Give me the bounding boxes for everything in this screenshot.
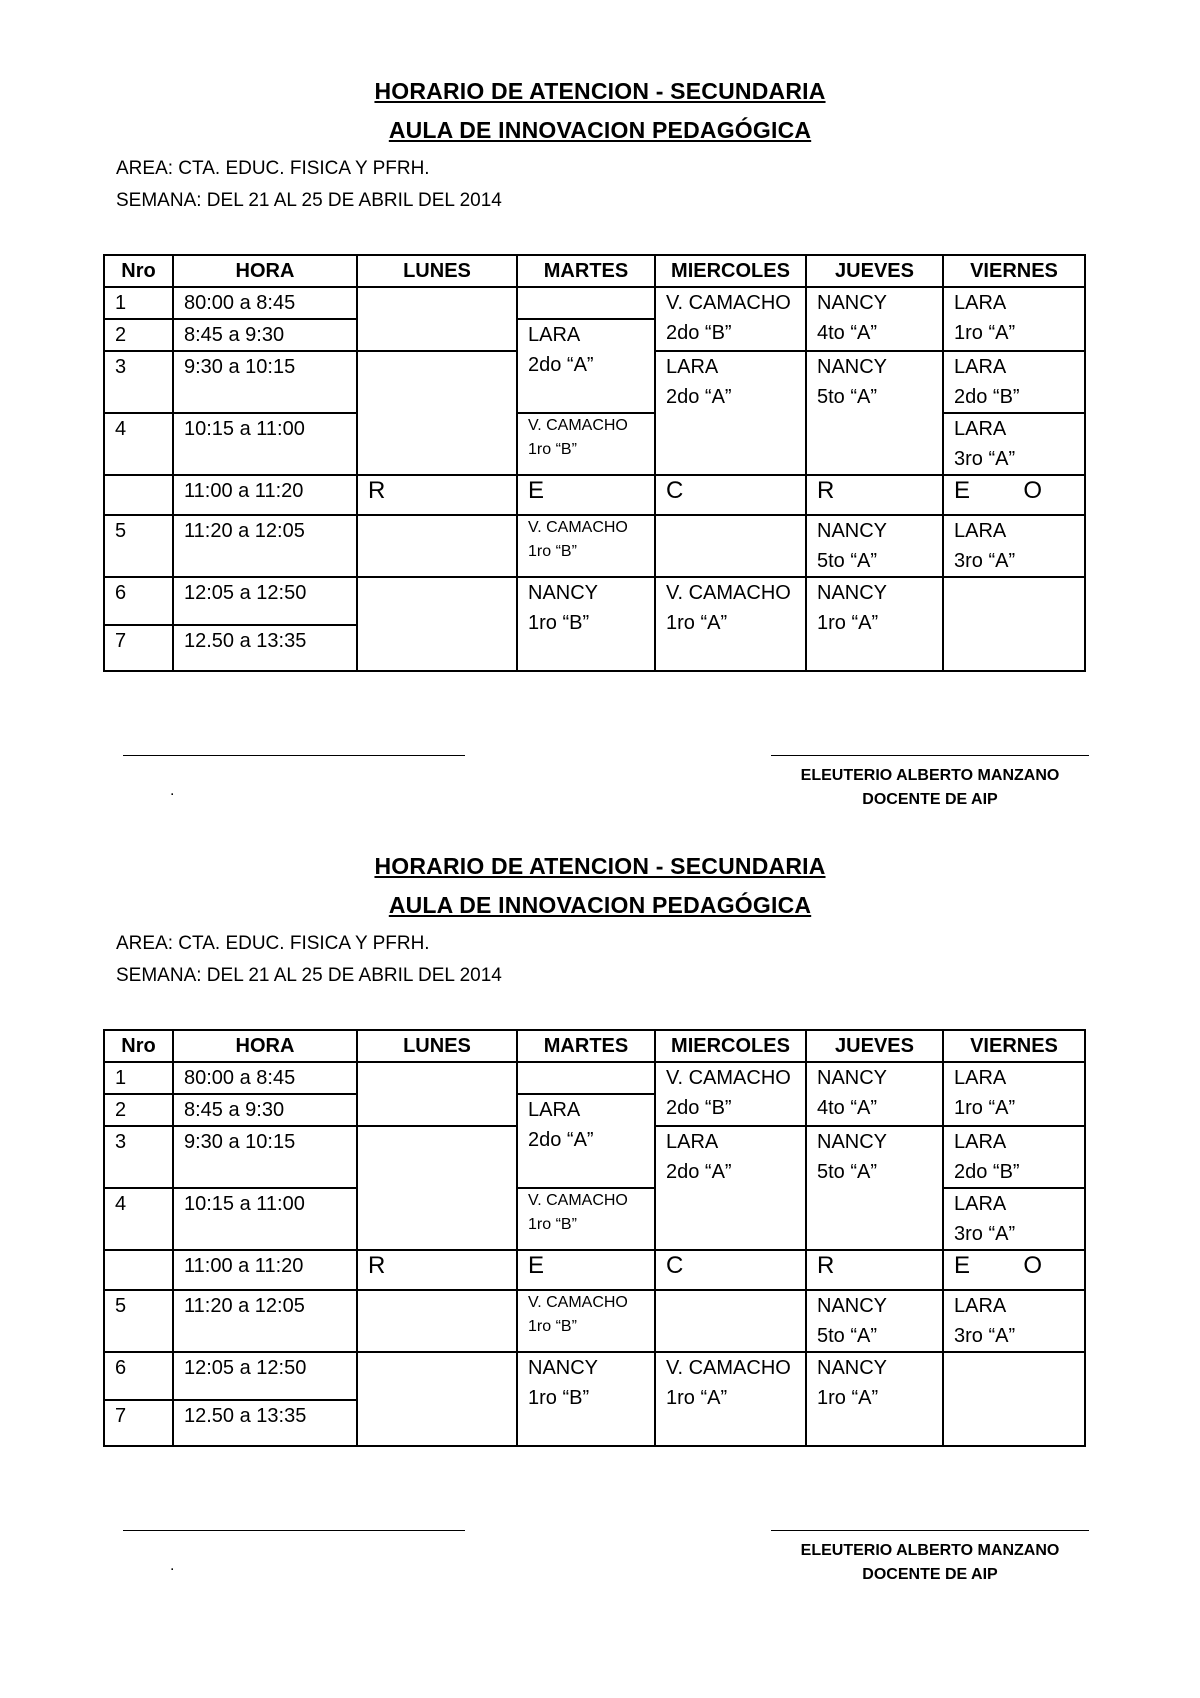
table-header-row [104, 1030, 1085, 1062]
cell-viernes [943, 1062, 1085, 1126]
cell-jueves [806, 1352, 943, 1446]
teacher-name: V. CAMACHO [666, 292, 791, 314]
cell-viernes [943, 413, 1085, 475]
teacher-name: V. CAMACHO [666, 582, 791, 604]
header-hora: HORA [173, 255, 357, 287]
cell-hora: 8:45 a 9:30 [173, 319, 357, 351]
teacher-name: NANCY [817, 1295, 888, 1317]
cell-viernes [943, 351, 1085, 413]
signature-role: DOCENTE DE AIP [862, 1566, 998, 1583]
cell-viernes [943, 287, 1085, 351]
teacher-name: LARA [954, 356, 1007, 378]
teacher-name: NANCY [528, 1357, 599, 1379]
page-title: HORARIO DE ATENCION - SECUNDARIA [374, 78, 826, 104]
cell-hora: 12:05 a 12:50 [173, 577, 357, 625]
grade-label: 1ro “B” [528, 1216, 577, 1233]
table-row [104, 1290, 1085, 1352]
grade-label: 2do “B” [666, 322, 732, 344]
area-label: AREA: CTA. EDUC. FISICA Y PFRH. [116, 158, 430, 179]
cell-miercoles-empty [655, 515, 806, 577]
cell-viernes [943, 1290, 1085, 1352]
header-lunes: LUNES [357, 255, 517, 287]
signature-line-right [771, 1530, 1089, 1531]
teacher-name: NANCY [817, 1131, 888, 1153]
teacher-name: V. CAMACHO [666, 1067, 791, 1089]
teacher-name: V. CAMACHO [528, 1294, 628, 1311]
cell-viernes [943, 1126, 1085, 1188]
cell-nro: 4 [104, 413, 173, 475]
cell-martes [517, 413, 655, 475]
signature-name: ELEUTERIO ALBERTO MANZANO [800, 767, 1060, 784]
header-hora: HORA [173, 1030, 357, 1062]
grade-label: 5to “A” [817, 1161, 878, 1183]
cell-lunes-empty [357, 1062, 517, 1126]
teacher-name: V. CAMACHO [528, 519, 628, 536]
grade-label: 1ro “B” [528, 441, 577, 458]
cell-martes [517, 1188, 655, 1250]
cell-lunes-empty [357, 287, 517, 351]
teacher-name: NANCY [817, 292, 888, 314]
cell-martes [517, 1094, 655, 1188]
cell-nro [104, 475, 173, 515]
cell-martes [517, 1290, 655, 1352]
cell-nro: 1 [104, 1062, 173, 1094]
cell-jueves [806, 1126, 943, 1250]
cell-nro: 2 [104, 319, 173, 351]
header-jueves: JUEVES [806, 255, 943, 287]
header-lunes: LUNES [357, 1030, 517, 1062]
teacher-name: NANCY [817, 520, 888, 542]
grade-label: 1ro “A” [817, 612, 879, 634]
cell-martes [517, 319, 655, 413]
signature-line-left [123, 755, 465, 756]
cell-nro: 1 [104, 287, 173, 319]
grade-label: 2do “B” [666, 1097, 732, 1119]
cell-hora: 8:45 a 9:30 [173, 1094, 357, 1126]
cell-hora: 80:00 a 8:45 [173, 287, 357, 319]
grade-label: 1ro “A” [954, 322, 1016, 344]
header-martes: MARTES [517, 255, 655, 287]
cell-hora: 80:00 a 8:45 [173, 1062, 357, 1094]
cell-nro: 2 [104, 1094, 173, 1126]
grade-label: 3ro “A” [954, 448, 1016, 470]
teacher-name: NANCY [817, 1067, 888, 1089]
cell-miercoles [655, 351, 806, 475]
teacher-name: LARA [954, 292, 1007, 314]
cell-hora: 11:00 a 11:20 [173, 475, 357, 515]
grade-label: 2do “B” [954, 386, 1020, 408]
schedule-section [0, 0, 1200, 808]
signature-line-left [123, 1530, 465, 1531]
table-row [104, 1062, 1085, 1094]
header-miercoles: MIERCOLES [655, 1030, 806, 1062]
grade-label: 1ro “A” [666, 1387, 728, 1409]
cell-lunes-empty [357, 351, 517, 475]
cell-hora: 12.50 a 13:35 [173, 1400, 357, 1446]
grade-label: 1ro “B” [528, 1387, 590, 1409]
teacher-name: V. CAMACHO [528, 1192, 628, 1209]
teacher-name: LARA [954, 1193, 1007, 1215]
cell-nro: 3 [104, 1126, 173, 1188]
dot-mark: . [170, 782, 175, 799]
cell-lunes-empty [357, 515, 517, 577]
header-miercoles: MIERCOLES [655, 255, 806, 287]
grade-label: 1ro “A” [817, 1387, 879, 1409]
signature-role: DOCENTE DE AIP [862, 791, 998, 808]
grade-label: 4to “A” [817, 1097, 878, 1119]
cell-miercoles-empty [655, 1290, 806, 1352]
schedule-table [103, 254, 1086, 672]
cell-miercoles [655, 1352, 806, 1446]
grade-label: 2do “A” [528, 354, 594, 376]
teacher-name: NANCY [817, 356, 888, 378]
cell-miercoles [655, 1062, 806, 1126]
grade-label: 2do “B” [954, 1161, 1020, 1183]
cell-lunes-empty [357, 577, 517, 671]
table-header-row [104, 255, 1085, 287]
header-nro: Nro [104, 1030, 173, 1062]
cell-martes [517, 577, 655, 671]
header-viernes: VIERNES [943, 1030, 1085, 1062]
cell-viernes-empty [943, 1352, 1085, 1446]
cell-jueves [806, 577, 943, 671]
teacher-name: LARA [954, 520, 1007, 542]
recreo-letter: E O [943, 1250, 1085, 1290]
header-nro: Nro [104, 255, 173, 287]
cell-hora: 11:00 a 11:20 [173, 1250, 357, 1290]
teacher-name: LARA [666, 1131, 719, 1153]
teacher-name: LARA [954, 418, 1007, 440]
teacher-name: NANCY [817, 1357, 888, 1379]
cell-nro [104, 1250, 173, 1290]
cell-hora: 12:05 a 12:50 [173, 1352, 357, 1400]
header-martes: MARTES [517, 1030, 655, 1062]
cell-hora: 10:15 a 11:00 [173, 413, 357, 475]
grade-label: 5to “A” [817, 386, 878, 408]
cell-hora: 12.50 a 13:35 [173, 625, 357, 671]
recreo-letter: R [806, 1250, 943, 1290]
cell-martes [517, 1352, 655, 1446]
teacher-name: V. CAMACHO [666, 1357, 791, 1379]
grade-label: 1ro “A” [666, 612, 728, 634]
cell-nro: 6 [104, 577, 173, 625]
cell-lunes-empty [357, 1290, 517, 1352]
recreo-letter: E O [943, 475, 1085, 515]
week-label: SEMANA: DEL 21 AL 25 DE ABRIL DEL 2014 [116, 965, 502, 986]
recreo-letter: E [517, 1250, 655, 1290]
teacher-name: LARA [954, 1295, 1007, 1317]
grade-label: 2do “A” [528, 1129, 594, 1151]
header-jueves: JUEVES [806, 1030, 943, 1062]
page-subtitle: AULA DE INNOVACION PEDAGÓGICA [388, 892, 812, 918]
cell-hora: 9:30 a 10:15 [173, 1126, 357, 1188]
cell-nro: 3 [104, 351, 173, 413]
grade-label: 3ro “A” [954, 1223, 1016, 1245]
recreo-letter: C [655, 1250, 806, 1290]
week-label: SEMANA: DEL 21 AL 25 DE ABRIL DEL 2014 [116, 190, 502, 211]
teacher-name: LARA [954, 1131, 1007, 1153]
cell-miercoles [655, 287, 806, 351]
signature-name: ELEUTERIO ALBERTO MANZANO [800, 1542, 1060, 1559]
grade-label: 4to “A” [817, 322, 878, 344]
cell-martes-empty [517, 1062, 655, 1094]
cell-hora: 11:20 a 12:05 [173, 515, 357, 577]
table-row [104, 287, 1085, 319]
cell-miercoles [655, 1126, 806, 1250]
cell-lunes-empty [357, 1126, 517, 1250]
teacher-name: LARA [666, 356, 719, 378]
grade-label: 3ro “A” [954, 550, 1016, 572]
teacher-name: V. CAMACHO [528, 417, 628, 434]
recreo-letter: C [655, 475, 806, 515]
cell-miercoles [655, 577, 806, 671]
teacher-name: NANCY [817, 582, 888, 604]
cell-nro: 7 [104, 1400, 173, 1446]
grade-label: 1ro “B” [528, 543, 577, 560]
teacher-name: NANCY [528, 582, 599, 604]
cell-jueves [806, 1062, 943, 1126]
cell-hora: 10:15 a 11:00 [173, 1188, 357, 1250]
cell-jueves [806, 351, 943, 475]
cell-martes [517, 515, 655, 577]
schedule-section [0, 775, 1200, 1583]
table-row-recreo [104, 1250, 1085, 1290]
grade-label: 1ro “A” [954, 1097, 1016, 1119]
page-title: HORARIO DE ATENCION - SECUNDARIA [374, 853, 826, 879]
cell-viernes-empty [943, 577, 1085, 671]
header-viernes: VIERNES [943, 255, 1085, 287]
page-subtitle: AULA DE INNOVACION PEDAGÓGICA [388, 117, 812, 143]
area-label: AREA: CTA. EDUC. FISICA Y PFRH. [116, 933, 430, 954]
cell-lunes-empty [357, 1352, 517, 1446]
table-row [104, 515, 1085, 577]
cell-jueves [806, 287, 943, 351]
recreo-letter: R [357, 475, 517, 515]
cell-viernes [943, 515, 1085, 577]
table-row [104, 577, 1085, 625]
table-row-recreo [104, 475, 1085, 515]
cell-nro: 5 [104, 515, 173, 577]
cell-martes-empty [517, 287, 655, 319]
cell-nro: 6 [104, 1352, 173, 1400]
grade-label: 5to “A” [817, 550, 878, 572]
teacher-name: LARA [528, 324, 581, 346]
recreo-letter: E [517, 475, 655, 515]
grade-label: 1ro “B” [528, 612, 590, 634]
cell-viernes [943, 1188, 1085, 1250]
grade-label: 2do “A” [666, 386, 732, 408]
teacher-name: LARA [954, 1067, 1007, 1089]
grade-label: 1ro “B” [528, 1318, 577, 1335]
grade-label: 2do “A” [666, 1161, 732, 1183]
schedule-table [103, 1029, 1086, 1447]
cell-jueves [806, 1290, 943, 1352]
signature-line-right [771, 755, 1089, 756]
grade-label: 3ro “A” [954, 1325, 1016, 1347]
dot-mark: . [170, 1557, 175, 1574]
recreo-letter: R [806, 475, 943, 515]
cell-nro: 5 [104, 1290, 173, 1352]
cell-nro: 7 [104, 625, 173, 671]
table-row [104, 1352, 1085, 1400]
cell-hora: 9:30 a 10:15 [173, 351, 357, 413]
grade-label: 5to “A” [817, 1325, 878, 1347]
cell-jueves [806, 515, 943, 577]
cell-hora: 11:20 a 12:05 [173, 1290, 357, 1352]
teacher-name: LARA [528, 1099, 581, 1121]
recreo-letter: R [357, 1250, 517, 1290]
cell-nro: 4 [104, 1188, 173, 1250]
